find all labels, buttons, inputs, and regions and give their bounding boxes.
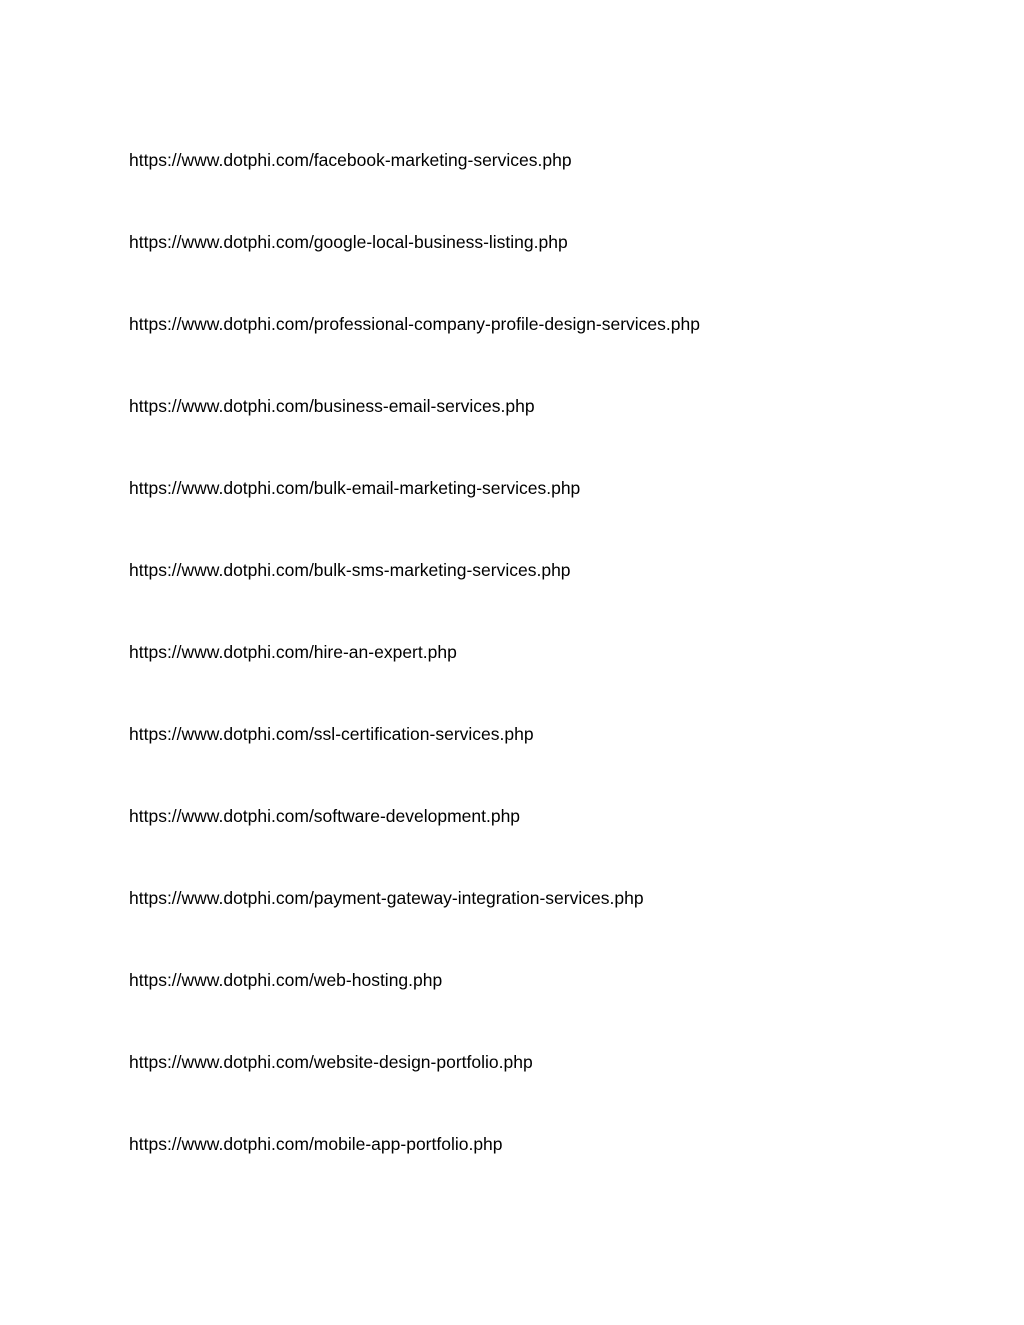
url-link-facebook-marketing[interactable]: https://www.dotphi.com/facebook-marketing-services.php [129,150,572,170]
url-link-bulk-email-marketing[interactable]: https://www.dotphi.com/bulk-email-marketing-services.php [129,478,581,498]
list-item [129,477,700,559]
list-item [129,723,700,805]
url-link-mobile-app-portfolio[interactable]: https://www.dotphi.com/mobile-app-portfolio.php [129,1134,503,1154]
url-list [129,149,700,1215]
list-item [129,149,700,231]
url-link-web-hosting[interactable]: https://www.dotphi.com/web-hosting.php [129,970,443,990]
list-item [129,395,700,477]
url-link-bulk-sms-marketing[interactable]: https://www.dotphi.com/bulk-sms-marketing-services.php [129,560,571,580]
list-item [129,1133,700,1215]
list-item [129,641,700,723]
url-link-payment-gateway-integration[interactable]: https://www.dotphi.com/payment-gateway-integration-services.php [129,888,644,908]
list-item [129,805,700,887]
list-item [129,231,700,313]
list-item [129,559,700,641]
url-link-software-development[interactable]: https://www.dotphi.com/software-development.php [129,806,521,826]
list-item [129,1051,700,1133]
list-item [129,887,700,969]
list-item [129,969,700,1051]
url-link-google-local-business[interactable]: https://www.dotphi.com/google-local-business-listing.php [129,232,568,252]
url-link-ssl-certification[interactable]: https://www.dotphi.com/ssl-certification-services.php [129,724,534,744]
url-link-hire-an-expert[interactable]: https://www.dotphi.com/hire-an-expert.php [129,642,457,662]
url-link-website-design-portfolio[interactable]: https://www.dotphi.com/website-design-portfolio.php [129,1052,533,1072]
url-link-company-profile-design[interactable]: https://www.dotphi.com/professional-company-profile-design-services.php [129,314,700,334]
list-item [129,313,700,395]
url-link-business-email[interactable]: https://www.dotphi.com/business-email-services.php [129,396,535,416]
